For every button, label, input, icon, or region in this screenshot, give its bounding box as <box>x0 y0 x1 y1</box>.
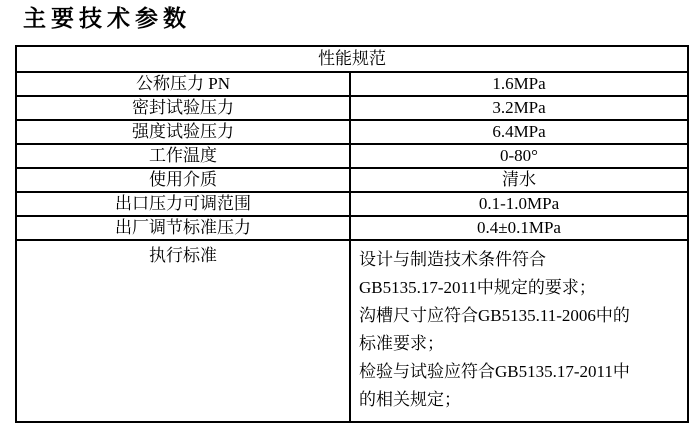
table-row <box>16 96 688 120</box>
row-label: 出口压力可调范围 <box>16 192 350 216</box>
row-label: 公称压力 PN <box>16 72 350 96</box>
standard-text-line: 沟槽尺寸应符合GB5135.11-2006中的 <box>359 306 630 325</box>
performance-spec-header: 性能规范 <box>16 46 688 72</box>
table-header-row <box>16 46 688 72</box>
row-label: 工作温度 <box>16 144 350 168</box>
table-row <box>16 120 688 144</box>
table-row <box>16 144 688 168</box>
row-label: 出厂调节标准压力 <box>16 216 350 240</box>
standard-text-line: 检验与试验应符合GB5135.17-2011中 <box>359 362 630 381</box>
standard-row-value <box>350 240 688 422</box>
spec-table <box>15 45 689 423</box>
row-value: 0.4±0.1MPa <box>350 216 688 240</box>
row-value: 0.1-1.0MPa <box>350 192 688 216</box>
standard-row-label: 执行标准 <box>16 240 350 422</box>
standard-text-line: 标准要求； <box>359 334 444 353</box>
row-value: 1.6MPa <box>350 72 688 96</box>
table-row <box>16 192 688 216</box>
table-row <box>16 168 688 192</box>
page-title: 主要技术参数 <box>23 5 191 31</box>
row-value: 清水 <box>350 168 688 192</box>
standard-text-line: 设计与制造技术条件符合 <box>359 250 546 269</box>
row-value: 3.2MPa <box>350 96 688 120</box>
row-value: 0-80° <box>350 144 688 168</box>
row-label: 密封试验压力 <box>16 96 350 120</box>
standard-text-line: GB5135.17-2011中规定的要求； <box>359 278 596 297</box>
row-label: 使用介质 <box>16 168 350 192</box>
row-label: 强度试验压力 <box>16 120 350 144</box>
table-row <box>16 216 688 240</box>
table-row <box>16 72 688 96</box>
row-value: 6.4MPa <box>350 120 688 144</box>
standard-row <box>16 240 688 422</box>
standard-text-line: 的相关规定； <box>359 390 461 409</box>
